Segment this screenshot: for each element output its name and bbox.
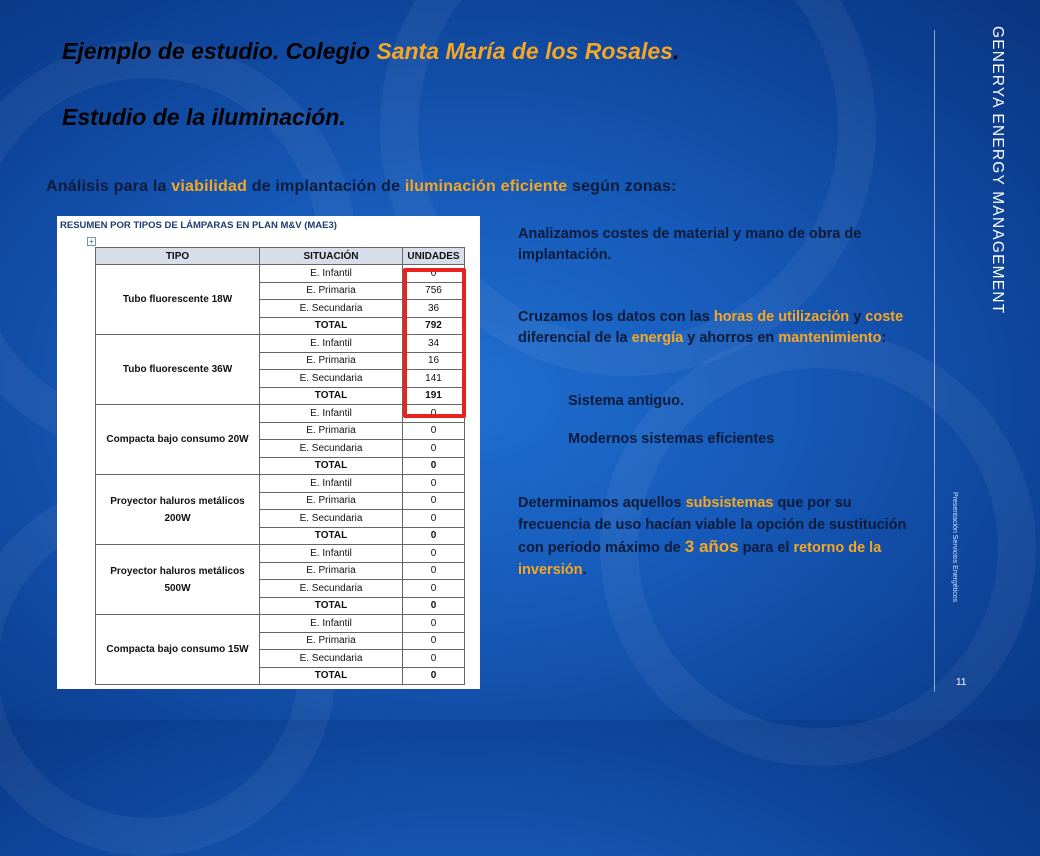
text: .: [582, 562, 587, 578]
expand-icon[interactable]: +: [87, 237, 96, 246]
situation-cell: E. Infantil: [260, 265, 403, 283]
table-caption: RESUMEN POR TIPOS DE LÁMPARAS EN PLAN M&V (MAE3): [60, 220, 337, 231]
situation-cell: TOTAL: [260, 527, 403, 545]
units-cell: 0: [403, 632, 465, 650]
highlight-text: energía: [631, 330, 684, 346]
situation-cell: E. Secundaria: [260, 580, 403, 598]
lamp-type-cell: Proyector haluros metálicos 200W: [96, 475, 260, 545]
units-cell: 16: [403, 352, 465, 370]
units-cell: 0: [403, 615, 465, 633]
units-cell: 0: [403, 597, 465, 615]
text: :: [881, 330, 887, 346]
units-cell: 0: [403, 457, 465, 475]
units-cell: 141: [403, 370, 465, 388]
units-cell: 0: [403, 405, 465, 423]
section-heading: [46, 178, 677, 196]
highlight-text: mantenimiento: [778, 330, 882, 346]
highlight-text: retorno de la inversión: [518, 540, 882, 578]
highlight-years: 3 años: [684, 537, 739, 556]
table-header-row: [96, 248, 465, 265]
table-row: [96, 545, 465, 563]
table-row: [96, 475, 465, 493]
units-cell: 792: [403, 317, 465, 335]
units-cell: 0: [403, 265, 465, 283]
situation-cell: E. Secundaria: [260, 370, 403, 388]
units-cell: 756: [403, 282, 465, 300]
units-cell: 0: [403, 440, 465, 458]
situation-cell: E. Primaria: [260, 352, 403, 370]
situation-cell: E. Secundaria: [260, 300, 403, 318]
situation-cell: E. Infantil: [260, 545, 403, 563]
units-cell: 34: [403, 335, 465, 353]
heading-highlight: viabilidad: [171, 178, 248, 195]
lamp-type-cell: Tubo fluorescente 18W: [96, 265, 260, 335]
column-header: TIPO: [96, 248, 260, 265]
text: Determinamos aquellos: [518, 495, 686, 511]
situation-cell: E. Primaria: [260, 422, 403, 440]
highlight-text: coste: [865, 309, 904, 325]
brand-name: GENERYA ENERGY MANAGEMENT: [989, 26, 1006, 315]
highlight-box: [403, 268, 466, 418]
units-cell: 0: [403, 510, 465, 528]
table-row: [96, 615, 465, 633]
text: y ahorros en: [683, 330, 779, 346]
units-cell: 0: [403, 422, 465, 440]
highlight-text: subsistemas: [685, 495, 774, 511]
units-cell: 191: [403, 387, 465, 405]
paragraph-subsystems: [518, 492, 908, 581]
page-number: 11: [956, 677, 967, 688]
text: y: [849, 309, 866, 325]
situation-cell: TOTAL: [260, 387, 403, 405]
situation-cell: E. Secundaria: [260, 510, 403, 528]
units-cell: 0: [403, 562, 465, 580]
list-item: Modernos sistemas eficientes: [568, 431, 775, 447]
heading-text: según zonas:: [567, 178, 677, 195]
situation-cell: E. Secundaria: [260, 440, 403, 458]
column-header: SITUACIÓN: [260, 248, 403, 265]
text: diferencial de la: [518, 330, 632, 346]
text: Cruzamos los datos con las: [518, 309, 714, 325]
situation-cell: TOTAL: [260, 597, 403, 615]
units-cell: 0: [403, 492, 465, 510]
units-cell: 0: [403, 580, 465, 598]
divider-line: [934, 30, 935, 692]
situation-cell: E. Primaria: [260, 492, 403, 510]
heading-text: Análisis para la: [46, 178, 172, 195]
text: para el: [738, 540, 794, 556]
lamp-type-cell: Tubo fluorescente 36W: [96, 335, 260, 405]
lamp-type-cell: Compacta bajo consumo 15W: [96, 615, 260, 685]
highlight-text: horas de utilización: [713, 309, 850, 325]
situation-cell: TOTAL: [260, 457, 403, 475]
situation-cell: TOTAL: [260, 317, 403, 335]
units-cell: 0: [403, 667, 465, 685]
title-school-name: Santa María de los Rosales: [376, 38, 673, 64]
list-item: Sistema antiguo.: [568, 393, 685, 409]
situation-cell: E. Secundaria: [260, 650, 403, 668]
text: que por su frecuencia de uso hacían viable la opción de sustitución con periodo máximo de: [518, 495, 907, 556]
title-text-end: .: [672, 38, 680, 64]
heading-text: de implantación de: [247, 178, 405, 195]
situation-cell: E. Infantil: [260, 335, 403, 353]
situation-cell: E. Infantil: [260, 475, 403, 493]
situation-cell: E. Primaria: [260, 282, 403, 300]
situation-cell: TOTAL: [260, 667, 403, 685]
units-cell: 36: [403, 300, 465, 318]
slide-subtitle: Estudio de la iluminación.: [62, 104, 346, 130]
situation-cell: E. Infantil: [260, 615, 403, 633]
side-note: Presentación Servicios Energéticos: [951, 492, 958, 603]
units-cell: 0: [403, 545, 465, 563]
paragraph-costs: Analizamos costes de material y mano de obra de implantación.: [518, 226, 862, 263]
units-cell: 0: [403, 650, 465, 668]
lamp-type-cell: Proyector haluros metálicos 500W: [96, 545, 260, 615]
slide-title: [62, 38, 679, 65]
column-header: UNIDADES: [403, 248, 465, 265]
units-cell: 0: [403, 527, 465, 545]
heading-highlight: iluminación eficiente: [404, 178, 568, 195]
lamp-type-cell: Compacta bajo consumo 20W: [96, 405, 260, 475]
title-text: Ejemplo de estudio. Colegio: [62, 38, 377, 64]
situation-cell: E. Infantil: [260, 405, 403, 423]
situation-cell: E. Primaria: [260, 632, 403, 650]
situation-cell: E. Primaria: [260, 562, 403, 580]
units-cell: 0: [403, 475, 465, 493]
paragraph-cross-data: [518, 307, 918, 349]
